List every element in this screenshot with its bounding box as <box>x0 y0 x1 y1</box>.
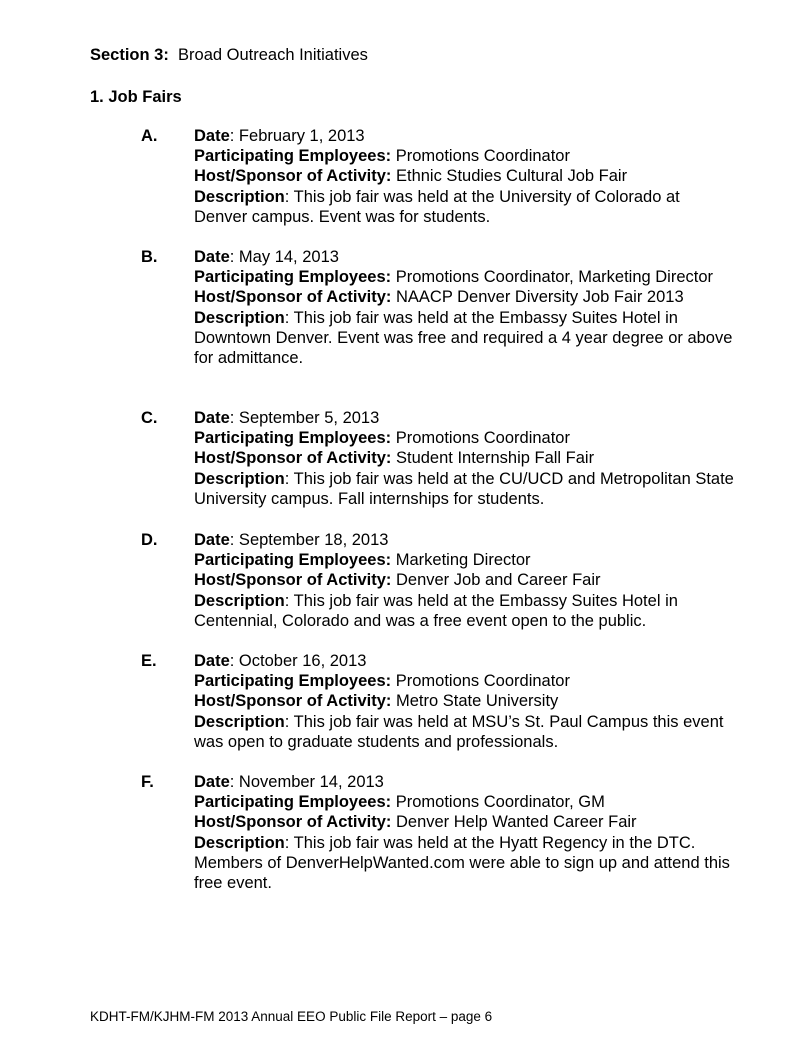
entry-description-line <box>194 591 734 631</box>
participating-value: Promotions Coordinator, Marketing Director <box>391 268 714 287</box>
entry-letter: C. <box>141 409 158 427</box>
entry-description-line <box>194 308 734 369</box>
subsection-heading: 1. Job Fairs <box>90 88 182 106</box>
entry-letter: D. <box>141 531 158 549</box>
entry-body <box>194 772 734 893</box>
date-label: Date <box>194 531 230 549</box>
section-number: Section 3: <box>90 46 169 64</box>
description-label: Description <box>194 308 285 327</box>
description-label: Description <box>194 591 285 610</box>
entry-date-line <box>194 247 734 267</box>
entry-body <box>194 126 734 227</box>
date-value: : May 14, 2013 <box>229 248 339 266</box>
host-label: Host/Sponsor of Activity: <box>194 692 392 711</box>
entry-host-line <box>194 570 734 590</box>
host-value: Denver Job and Career Fair <box>391 571 601 590</box>
description-value: : This job fair was held at the Embassy Suites Hotel in Centennial, Colorado and was a free event open to the public. <box>194 591 678 630</box>
entry-host-line <box>194 448 734 468</box>
entry-date-line <box>194 651 734 671</box>
host-value: Denver Help Wanted Career Fair <box>391 813 637 832</box>
entry-participating-line <box>194 792 734 812</box>
description-value: : This job fair was held at the CU/UCD and Metropolitan State University campus. Fall internships for students. <box>194 469 734 508</box>
date-label: Date <box>194 127 230 145</box>
participating-label: Participating Employees: <box>194 147 392 166</box>
date-label: Date <box>194 652 230 670</box>
date-label: Date <box>194 248 230 266</box>
entry-participating-line <box>194 428 734 448</box>
entry-date-line <box>194 772 734 792</box>
entry-body <box>194 651 734 752</box>
host-label: Host/Sponsor of Activity: <box>194 571 392 590</box>
entry-participating-line <box>194 267 734 287</box>
participating-value: Marketing Director <box>391 551 531 570</box>
host-label: Host/Sponsor of Activity: <box>194 449 392 468</box>
entry-letter: E. <box>141 652 157 670</box>
host-label: Host/Sponsor of Activity: <box>194 167 392 186</box>
entry-participating-line <box>194 146 734 166</box>
page-footer: KDHT-FM/KJHM-FM 2013 Annual EEO Public File Report – page 6 <box>90 1009 493 1024</box>
description-value: : This job fair was held at the Hyatt Regency in the DTC. Members of DenverHelpWanted.com were able to sign up and attend this free event. <box>194 833 730 893</box>
entry-date-line <box>194 530 734 550</box>
entry-body <box>194 247 734 368</box>
entry-body <box>194 408 734 509</box>
description-label: Description <box>194 712 285 731</box>
entry-date-line <box>194 126 734 146</box>
entry-participating-line <box>194 550 734 570</box>
entry-description-line <box>194 187 734 227</box>
entry-letter: A. <box>141 127 158 145</box>
host-value: Metro State University <box>391 692 559 711</box>
entry-description-line <box>194 712 734 752</box>
entry-host-line <box>194 287 734 307</box>
date-label: Date <box>194 409 230 427</box>
date-value: : September 5, 2013 <box>229 409 380 427</box>
entry-body <box>194 530 734 631</box>
entry-host-line <box>194 812 734 832</box>
date-value: : November 14, 2013 <box>229 773 384 791</box>
host-label: Host/Sponsor of Activity: <box>194 288 392 307</box>
entry-letter: F. <box>141 773 154 791</box>
entry-host-line <box>194 691 734 711</box>
date-label: Date <box>194 773 230 791</box>
participating-value: Promotions Coordinator <box>391 147 570 166</box>
entry-participating-line <box>194 671 734 691</box>
participating-value: Promotions Coordinator <box>391 672 570 691</box>
entry-description-line <box>194 833 734 894</box>
section-title: Broad Outreach Initiatives <box>178 46 368 64</box>
description-value: : This job fair was held at the University of Colorado at Denver campus. Event was for students. <box>194 187 680 226</box>
host-value: Ethnic Studies Cultural Job Fair <box>391 167 628 186</box>
section-heading <box>90 45 368 65</box>
host-label: Host/Sponsor of Activity: <box>194 813 392 832</box>
host-value: NAACP Denver Diversity Job Fair 2013 <box>391 288 684 307</box>
description-label: Description <box>194 469 285 488</box>
entry-date-line <box>194 408 734 428</box>
description-value: : This job fair was held at the Embassy Suites Hotel in Downtown Denver. Event was free and required a 4 year degree or above for admittance. <box>194 308 733 368</box>
participating-value: Promotions Coordinator <box>391 429 570 448</box>
description-label: Description <box>194 187 285 206</box>
date-value: : February 1, 2013 <box>229 127 365 145</box>
date-value: : October 16, 2013 <box>229 652 367 670</box>
description-label: Description <box>194 833 285 852</box>
participating-value: Promotions Coordinator, GM <box>391 793 605 812</box>
entry-host-line <box>194 166 734 186</box>
entry-letter: B. <box>141 248 158 266</box>
participating-label: Participating Employees: <box>194 551 392 570</box>
participating-label: Participating Employees: <box>194 429 392 448</box>
date-value: : September 18, 2013 <box>229 531 389 549</box>
entry-description-line <box>194 469 734 509</box>
participating-label: Participating Employees: <box>194 793 392 812</box>
participating-label: Participating Employees: <box>194 268 392 287</box>
description-value: : This job fair was held at MSU’s St. Paul Campus this event was open to graduate students and professionals. <box>194 712 724 751</box>
participating-label: Participating Employees: <box>194 672 392 691</box>
host-value: Student Internship Fall Fair <box>391 449 595 468</box>
